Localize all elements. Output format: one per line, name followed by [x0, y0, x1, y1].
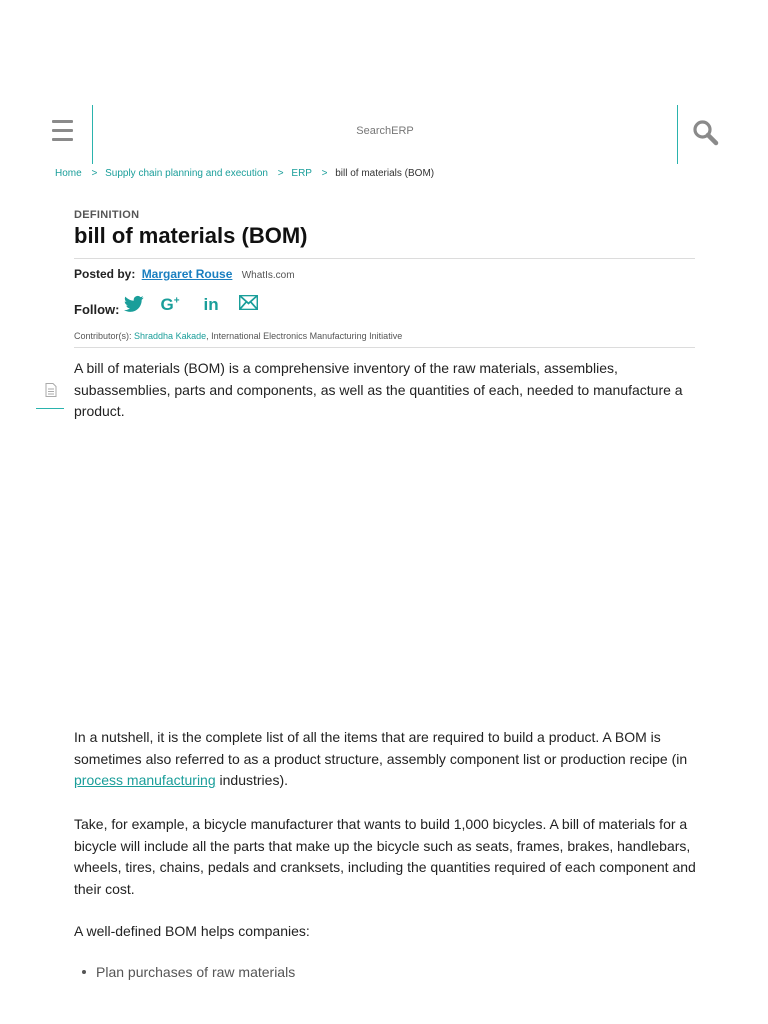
site-name[interactable]: SearchERP	[356, 125, 414, 137]
google-plus-icon[interactable]: G+	[160, 295, 180, 314]
contributors-label: Contributor(s):	[74, 331, 132, 341]
process-manufacturing-link[interactable]: process manufacturing	[74, 772, 216, 788]
follow-label: Follow:	[74, 301, 120, 317]
breadcrumb-supply-chain[interactable]: Supply chain planning and execution	[105, 168, 268, 179]
intro-paragraph: A bill of materials (BOM) is a comprehensive inventory of the raw materials, assemblies, subassemblies, parts and components, as well as the quantities of each, needed to manufacture a product.	[74, 360, 683, 419]
list-item-text: Plan purchases of raw materials	[96, 964, 296, 980]
breadcrumb-separator: >	[91, 168, 98, 179]
nutshell-paragraph: In a nutshell, it is the complete list of all the items that are required to build a product. A BOM is sometimes also referred to as a product structure, assembly component list or production recipe (in process manufacturing industries).	[74, 729, 688, 788]
document-icon-underline	[36, 408, 64, 409]
linkedin-icon[interactable]: in	[203, 295, 219, 314]
twitter-icon[interactable]	[124, 295, 146, 315]
title-divider	[74, 258, 695, 259]
author-link[interactable]: Margaret Rouse	[141, 267, 233, 281]
follow-bar	[74, 292, 276, 318]
contributor-org: , International Electronics Manufacturing Initiative	[206, 331, 403, 341]
breadcrumb-separator: >	[321, 168, 328, 179]
breadcrumb	[55, 168, 434, 179]
definition-label: DEFINITION	[74, 209, 140, 221]
contributor-link[interactable]: Shraddha Kakade	[134, 331, 207, 341]
site-header	[0, 105, 768, 164]
bicycle-example-paragraph: Take, for example, a bicycle manufacturer that wants to build 1,000 bicycles. A bill of materials for a bicycle will include all the parts that make up the bicycle such as seats, frames, brakes, handlebars, wheels, tires, chains, pedals and cranksets, including the quantities required of each component and their cost.	[74, 816, 696, 897]
contributors	[74, 331, 402, 341]
document-icon[interactable]	[45, 383, 57, 397]
breadcrumb-separator: >	[277, 168, 284, 179]
header-divider-right	[677, 105, 678, 164]
breadcrumb-home[interactable]: Home	[55, 168, 82, 179]
bullet-dot	[82, 970, 86, 974]
source-label: WhatIs.com	[241, 270, 295, 281]
email-icon[interactable]	[239, 295, 261, 315]
page-title: bill of materials (BOM)	[74, 223, 308, 248]
contributors-divider	[74, 347, 695, 348]
hamburger-menu-icon[interactable]	[52, 120, 76, 146]
benefits-intro: A well-defined BOM helps companies:	[74, 923, 310, 939]
posted-by	[74, 267, 295, 281]
breadcrumb-erp[interactable]: ERP	[291, 168, 312, 179]
breadcrumb-current: bill of materials (BOM)	[335, 168, 435, 179]
search-icon[interactable]	[691, 118, 721, 148]
list-item	[82, 964, 295, 980]
posted-by-label: Posted by:	[74, 267, 136, 281]
